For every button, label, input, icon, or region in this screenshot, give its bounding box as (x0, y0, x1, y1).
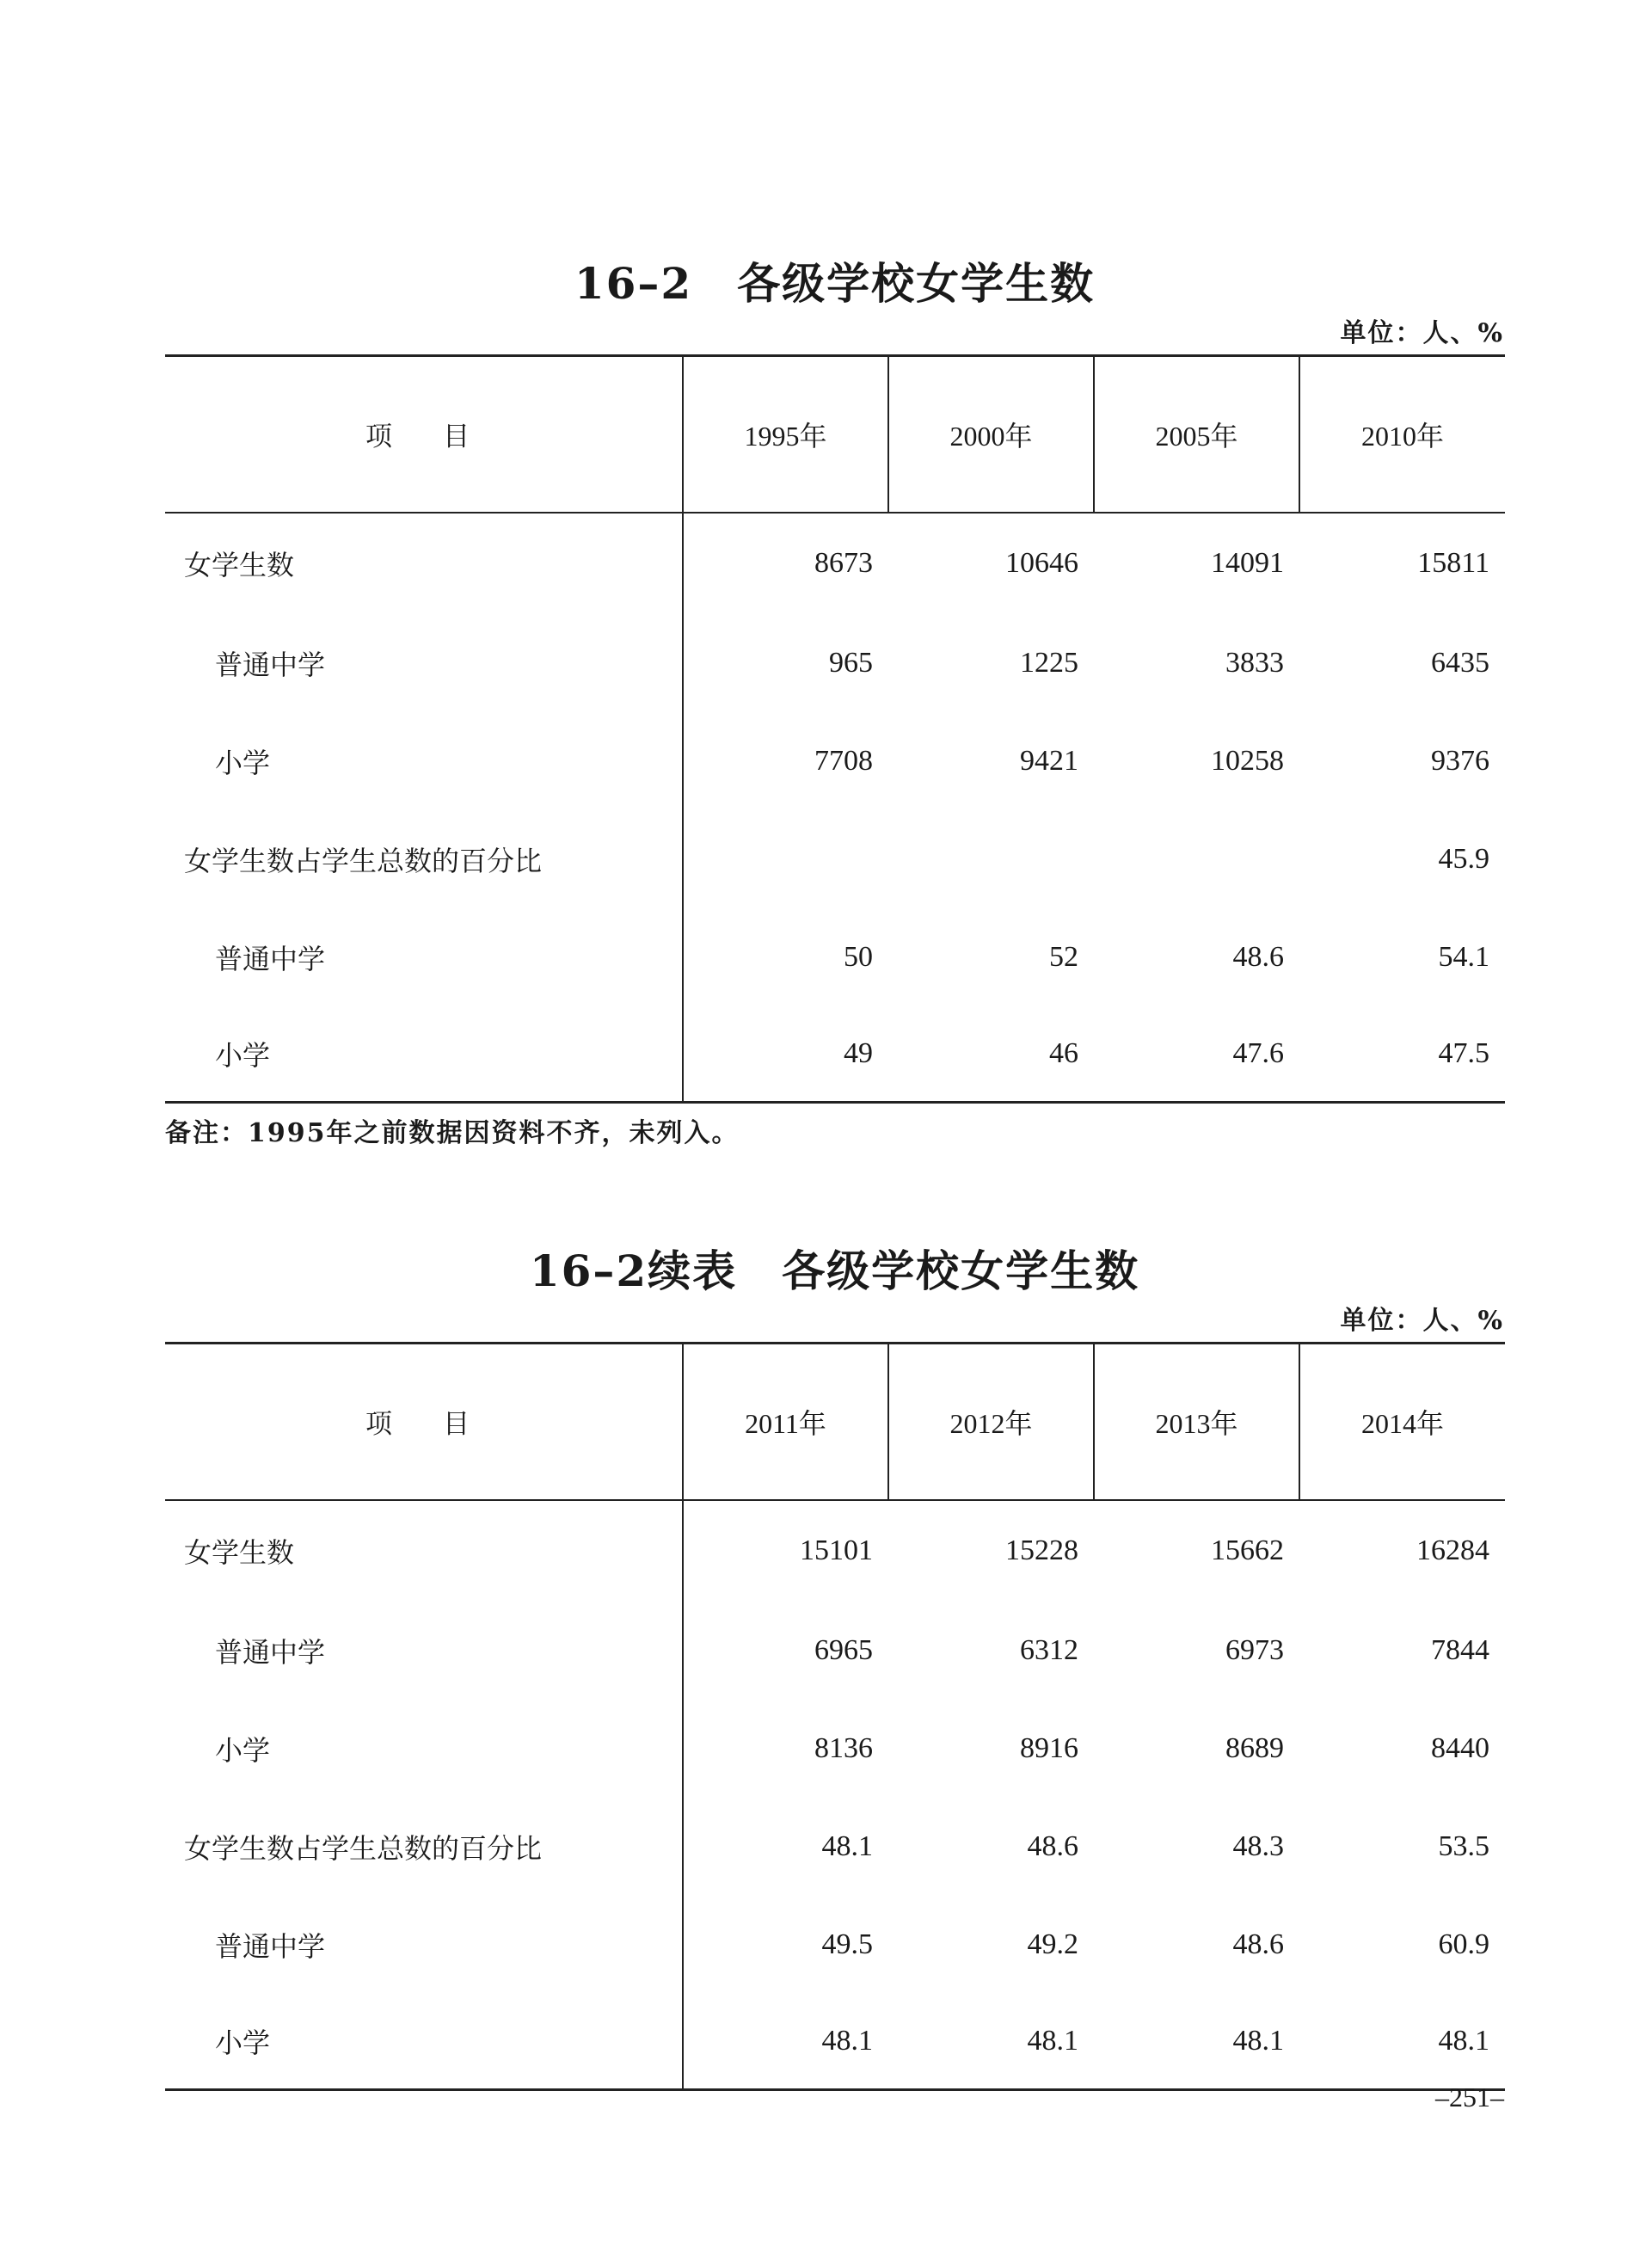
row-label: 小学 (165, 1700, 683, 1798)
cell-value: 53.5 (1438, 1830, 1489, 1862)
cell-value: 9421 (1020, 744, 1078, 777)
column-header-year: 2000年 (888, 356, 1094, 513)
column-header-item: 项 目 (165, 1344, 683, 1500)
column-header-year: 2014年 (1299, 1344, 1505, 1500)
cell-value (1094, 810, 1299, 908)
cell-value: 6973 (1225, 1633, 1284, 1666)
row-label: 女学生数 (165, 1500, 683, 1602)
unit-label: 单位：人、% (1340, 318, 1504, 348)
table-title: 16–2续表 各级学校女学生数 (529, 1245, 1140, 1296)
table-row (165, 1006, 1505, 1103)
cell-value: 47.5 (1299, 1006, 1505, 1103)
cell-value: 46 (888, 1006, 1094, 1103)
row-label: 女学生数占学生总数的百分比 (165, 1798, 683, 1896)
cell-value: 48.1 (1299, 1994, 1505, 2090)
cell-value: 15101 (800, 1534, 873, 1566)
cell-value: 48.1 (683, 1994, 888, 2090)
table-row (165, 1798, 1505, 1896)
cell-value: 8440 (1431, 1731, 1489, 1764)
column-header-item: 项 目 (165, 356, 683, 513)
cell-value: 8689 (1225, 1731, 1284, 1764)
cell-value: 7708 (814, 744, 873, 777)
cell-value: 48.1 (1094, 1994, 1299, 2090)
cell-value: 15228 (1005, 1534, 1078, 1566)
table-row (165, 712, 1505, 810)
table-row (165, 513, 1505, 614)
page-footer (165, 2082, 1504, 2133)
cell-value: 10646 (1005, 547, 1078, 579)
column-header-year: 2010年 (1299, 356, 1505, 513)
cell-value: 48.1 (821, 1830, 873, 1862)
cell-value (888, 810, 1094, 908)
cell-value: 49 (683, 1006, 888, 1103)
cell-value: 48.6 (1232, 1928, 1284, 1960)
cell-value: 47.6 (1094, 1006, 1299, 1103)
cell-value: 16284 (1416, 1534, 1489, 1566)
cell-value: 49.2 (1027, 1928, 1078, 1960)
cell-value: 6965 (814, 1633, 873, 1666)
column-header-year: 2013年 (1094, 1344, 1299, 1500)
table-row (165, 1994, 1505, 2090)
footnote: 备注：1995年之前数据因资料不齐，未列入。 (165, 1118, 740, 1148)
cell-value: 14091 (1211, 547, 1284, 579)
cell-value: 15811 (1417, 547, 1489, 579)
table-row (165, 1500, 1505, 1602)
table-row (165, 810, 1505, 908)
table-section-1 (165, 249, 1504, 1161)
cell-value: 9376 (1431, 744, 1489, 777)
page-number: –251– (1435, 2082, 1504, 2112)
table-row (165, 1700, 1505, 1798)
column-header-year: 2012年 (888, 1344, 1094, 1500)
row-label: 普通中学 (165, 614, 683, 712)
column-header-year: 1995年 (683, 356, 888, 513)
table-row (165, 1896, 1505, 1994)
cell-value: 10258 (1211, 744, 1284, 777)
header-row (165, 356, 1505, 513)
column-header-year: 2011年 (683, 1344, 888, 1500)
header-row (165, 1344, 1505, 1500)
row-label: 小学 (165, 712, 683, 810)
data-table (165, 1342, 1505, 2091)
cell-value: 49.5 (821, 1928, 873, 1960)
column-header-year: 2005年 (1094, 356, 1299, 513)
row-label: 女学生数 (165, 513, 683, 614)
cell-value: 1225 (1020, 646, 1078, 679)
table-row (165, 1602, 1505, 1700)
cell-value: 965 (829, 646, 873, 679)
row-label: 普通中学 (165, 908, 683, 1006)
cell-value: 6312 (1020, 1633, 1078, 1666)
cell-value: 8136 (814, 1731, 873, 1764)
table-section-2 (165, 1237, 1504, 2166)
cell-value: 48.6 (1027, 1830, 1078, 1862)
table-row (165, 614, 1505, 712)
cell-value: 8673 (814, 547, 873, 579)
cell-value: 48.1 (888, 1994, 1094, 2090)
cell-value (683, 810, 888, 908)
cell-value: 52 (1049, 940, 1078, 973)
row-label: 小学 (165, 1006, 683, 1103)
cell-value: 45.9 (1438, 842, 1489, 875)
cell-value: 50 (844, 940, 873, 973)
table-title: 16–2 各级学校女学生数 (574, 258, 1096, 309)
row-label: 普通中学 (165, 1602, 683, 1700)
cell-value: 48.6 (1232, 940, 1284, 973)
row-label: 普通中学 (165, 1896, 683, 1994)
cell-value: 3833 (1225, 646, 1284, 679)
cell-value: 48.3 (1232, 1830, 1284, 1862)
data-table (165, 354, 1505, 1104)
cell-value: 7844 (1431, 1633, 1489, 1666)
table-row (165, 908, 1505, 1006)
row-label: 女学生数占学生总数的百分比 (165, 810, 683, 908)
cell-value: 15662 (1211, 1534, 1284, 1566)
cell-value: 54.1 (1438, 940, 1489, 973)
unit-label: 单位：人、% (1340, 1306, 1504, 1336)
cell-value: 6435 (1431, 646, 1489, 679)
cell-value: 8916 (1020, 1731, 1078, 1764)
cell-value: 60.9 (1438, 1928, 1489, 1960)
row-label: 小学 (165, 1994, 683, 2090)
